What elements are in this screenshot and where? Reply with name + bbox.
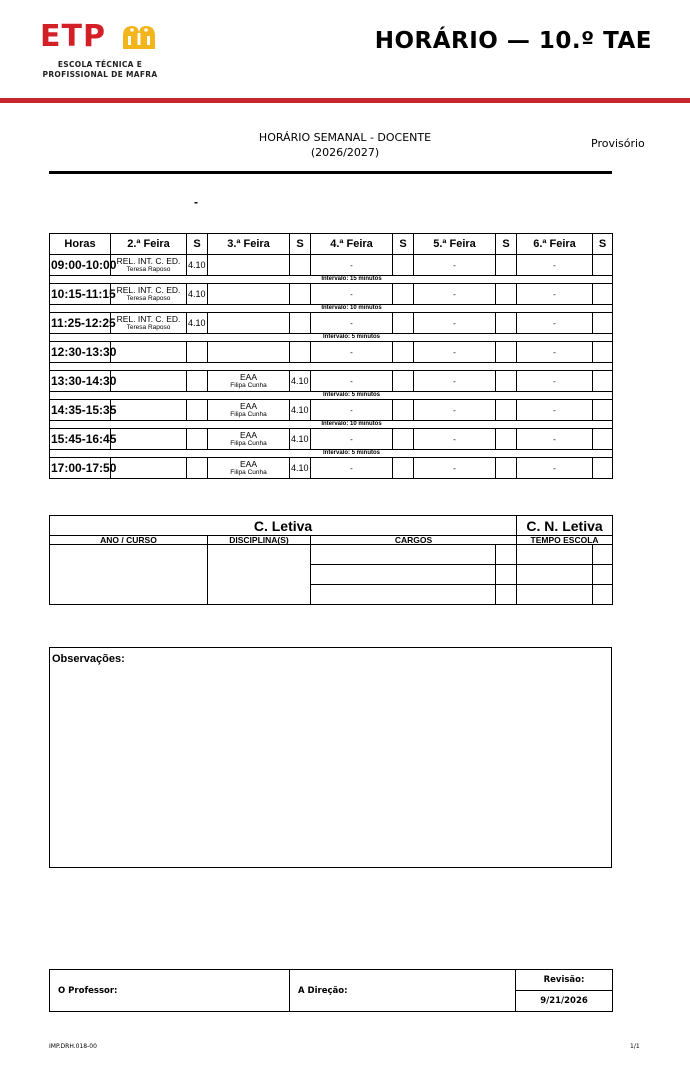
revision-label: Revisão: xyxy=(516,970,613,991)
lesson-cell-thu: - xyxy=(414,284,496,305)
time-slot-label: 12:30-13:30 xyxy=(50,342,111,363)
time-slot-label: 13:30-14:30 xyxy=(50,371,111,392)
room-cell-tue xyxy=(290,255,311,276)
room-cell-wed xyxy=(393,284,414,305)
section-divider xyxy=(49,171,612,174)
interval-row xyxy=(50,305,613,313)
time-slot-label: 15:45-16:45 xyxy=(50,429,111,450)
timetable-row xyxy=(50,371,613,392)
cargo-s-cell xyxy=(496,585,517,605)
lesson-teacher: Teresa Raposo xyxy=(126,265,171,273)
lesson-cell-mon xyxy=(111,371,187,392)
timetable-header-cell: 6.ª Feira xyxy=(517,234,593,255)
tempo-cell xyxy=(517,565,593,585)
time-slot-label: 14:35-15:35 xyxy=(50,400,111,421)
lesson-cell-wed: - xyxy=(311,400,393,421)
time-slot-label: 11:25-12:25 xyxy=(50,313,111,334)
header-divider xyxy=(0,98,690,103)
lesson-teacher: Filipa Cunha xyxy=(230,468,267,476)
room-cell-tue: 4.10 xyxy=(290,429,311,450)
lesson-cell-fri: - xyxy=(517,429,593,450)
interval-spacer xyxy=(393,392,613,400)
room-cell-wed xyxy=(393,313,414,334)
cargo-s-cell xyxy=(496,565,517,585)
interval-label: Intervalo: 10 minutos xyxy=(311,305,393,313)
interval-spacer xyxy=(393,450,613,458)
interval-spacer xyxy=(393,334,613,342)
lesson-cell-mon xyxy=(111,255,187,276)
lesson-cell-fri: - xyxy=(517,284,593,305)
lesson-cell-mon xyxy=(111,458,187,479)
lesson-teacher: Filipa Cunha xyxy=(230,410,267,418)
interval-spacer xyxy=(50,363,311,371)
room-cell-mon xyxy=(187,342,208,363)
lesson-subject: REL. INT. C. ED. xyxy=(116,313,181,324)
lesson-cell-fri: - xyxy=(517,458,593,479)
school-logo xyxy=(40,19,160,82)
room-cell-fri xyxy=(593,342,613,363)
interval-spacer xyxy=(393,421,613,429)
interval-spacer xyxy=(50,450,311,458)
lesson-cell-wed: - xyxy=(311,342,393,363)
time-slot-label: 17:00-17:50 xyxy=(50,458,111,479)
lesson-cell-thu: - xyxy=(414,429,496,450)
logo-wordmark: ETP xyxy=(40,19,106,54)
room-cell-tue: 4.10 xyxy=(290,400,311,421)
room-cell-fri xyxy=(593,429,613,450)
interval-label: Intervalo: 5 minutos xyxy=(311,392,393,400)
col-tempo-escola: TEMPO ESCOLA xyxy=(517,536,613,545)
room-cell-fri xyxy=(593,313,613,334)
room-cell-mon: 4.10 xyxy=(187,255,208,276)
lesson-cell-tue xyxy=(208,342,290,363)
col-ano-curso: ANO / CURSO xyxy=(50,536,208,545)
room-cell-fri xyxy=(593,458,613,479)
timetable-header-cell: S xyxy=(496,234,517,255)
lesson-cell-thu: - xyxy=(414,458,496,479)
letiva-title: C. Letiva xyxy=(50,516,517,536)
room-cell-tue: 4.10 xyxy=(290,458,311,479)
room-cell-tue xyxy=(290,313,311,334)
lesson-teacher: Filipa Cunha xyxy=(230,381,267,389)
timetable-row xyxy=(50,284,613,305)
lesson-subject: REL. INT. C. ED. xyxy=(116,255,181,266)
observations-box xyxy=(49,647,612,868)
interval-spacer xyxy=(393,276,613,284)
interval-label: Intervalo: 5 minutos xyxy=(311,450,393,458)
lesson-cell-fri: - xyxy=(517,313,593,334)
lesson-cell-thu: - xyxy=(414,255,496,276)
lesson-cell-fri: - xyxy=(517,400,593,421)
timetable-row xyxy=(50,255,613,276)
lesson-teacher: Teresa Raposo xyxy=(126,294,171,302)
lesson-cell-tue xyxy=(208,371,290,392)
interval-spacer xyxy=(393,363,613,371)
interval-label: Intervalo: 15 minutos xyxy=(311,276,393,284)
lesson-cell-thu: - xyxy=(414,313,496,334)
tempo-cell xyxy=(517,585,593,605)
interval-row xyxy=(50,392,613,400)
lesson-cell-mon xyxy=(111,429,187,450)
room-cell-thu xyxy=(496,458,517,479)
tempo-cell xyxy=(517,545,593,565)
lesson-cell-fri: - xyxy=(517,371,593,392)
timetable-header-cell: S xyxy=(593,234,613,255)
lesson-subject: EAA xyxy=(239,458,257,469)
timetable-row xyxy=(50,429,613,450)
palace-icon xyxy=(122,24,156,50)
lesson-cell-wed: - xyxy=(311,255,393,276)
room-cell-wed xyxy=(393,371,414,392)
lesson-cell-tue xyxy=(208,458,290,479)
timetable-header-cell: 3.ª Feira xyxy=(208,234,290,255)
lesson-subject: EAA xyxy=(239,400,257,411)
room-cell-thu xyxy=(496,313,517,334)
room-cell-mon xyxy=(187,429,208,450)
lesson-cell-mon xyxy=(111,342,187,363)
timetable-row xyxy=(50,342,613,363)
interval-label: Intervalo: 5 minutos xyxy=(311,334,393,342)
lesson-cell-wed: - xyxy=(311,429,393,450)
lesson-cell-wed: - xyxy=(311,313,393,334)
observations-label: Observações: xyxy=(52,653,125,665)
room-cell-mon: 4.10 xyxy=(187,313,208,334)
timetable-header-cell: Horas xyxy=(50,234,111,255)
room-cell-fri xyxy=(593,400,613,421)
room-cell-tue xyxy=(290,342,311,363)
room-cell-thu xyxy=(496,255,517,276)
school-year: (2026/2027) xyxy=(310,146,380,159)
lesson-cell-mon xyxy=(111,284,187,305)
timetable-header-row xyxy=(50,234,613,255)
lesson-cell-fri: - xyxy=(517,255,593,276)
timetable-header-cell: 5.ª Feira xyxy=(414,234,496,255)
form-code: IMP.DRH.018-00 xyxy=(49,1043,97,1050)
room-cell-mon: 4.10 xyxy=(187,284,208,305)
schedule-type: HORÁRIO SEMANAL - DOCENTE xyxy=(258,131,432,144)
col-disciplinas: DISCIPLINA(S) xyxy=(208,536,311,545)
direcao-signature: A Direção: xyxy=(290,970,516,1012)
lesson-cell-tue xyxy=(208,313,290,334)
room-cell-tue: 4.10 xyxy=(290,371,311,392)
lesson-cell-thu: - xyxy=(414,371,496,392)
lesson-subject: EAA xyxy=(239,429,257,440)
timetable-header-cell: 4.ª Feira xyxy=(311,234,393,255)
cargo-cell xyxy=(311,545,496,565)
cargo-cell xyxy=(311,565,496,585)
lesson-cell-thu: - xyxy=(414,342,496,363)
lesson-subject: EAA xyxy=(239,371,257,382)
lesson-cell-mon xyxy=(111,313,187,334)
cargo-cell xyxy=(311,585,496,605)
timetable-row xyxy=(50,458,613,479)
tempo-s-cell xyxy=(593,585,613,605)
logo-caption-line2: PROFISSIONAL DE MAFRA xyxy=(42,70,158,79)
lesson-cell-tue xyxy=(208,400,290,421)
room-cell-thu xyxy=(496,400,517,421)
lesson-cell-tue xyxy=(208,429,290,450)
interval-row xyxy=(50,421,613,429)
interval-row xyxy=(50,276,613,284)
status-label: Provisório xyxy=(591,137,645,150)
interval-label xyxy=(311,363,393,371)
timetable-header-cell: S xyxy=(393,234,414,255)
interval-row xyxy=(50,450,613,458)
interval-row xyxy=(50,363,613,371)
lesson-cell-wed: - xyxy=(311,458,393,479)
interval-spacer xyxy=(50,421,311,429)
lesson-cell-tue xyxy=(208,284,290,305)
teacher-name-placeholder: - xyxy=(194,195,198,209)
timetable-header-cell: S xyxy=(187,234,208,255)
room-cell-tue xyxy=(290,284,311,305)
weekly-timetable xyxy=(49,233,613,479)
col-cargos: CARGOS xyxy=(311,536,517,545)
lesson-cell-tue xyxy=(208,255,290,276)
room-cell-thu xyxy=(496,371,517,392)
page-number: 1/1 xyxy=(630,1043,640,1050)
interval-spacer xyxy=(393,305,613,313)
room-cell-mon xyxy=(187,371,208,392)
signature-table xyxy=(49,969,613,1012)
room-cell-fri xyxy=(593,371,613,392)
timetable-row xyxy=(50,400,613,421)
ano-curso-cell xyxy=(50,545,208,605)
timetable-header-cell: S xyxy=(290,234,311,255)
interval-spacer xyxy=(50,334,311,342)
lesson-teacher: Filipa Cunha xyxy=(230,439,267,447)
room-cell-wed xyxy=(393,342,414,363)
room-cell-wed xyxy=(393,255,414,276)
room-cell-fri xyxy=(593,284,613,305)
professor-signature: O Professor: xyxy=(50,970,290,1012)
timetable-header-cell: 2.ª Feira xyxy=(111,234,187,255)
nao-letiva-title: C. N. Letiva xyxy=(517,516,613,536)
lesson-cell-wed: - xyxy=(311,371,393,392)
revision-date: 9/21/2026 xyxy=(516,991,613,1012)
room-cell-wed xyxy=(393,458,414,479)
workload-table xyxy=(49,515,613,605)
lesson-cell-mon xyxy=(111,400,187,421)
time-slot-label: 10:15-11:15 xyxy=(50,284,111,305)
interval-spacer xyxy=(50,392,311,400)
room-cell-wed xyxy=(393,429,414,450)
interval-row xyxy=(50,334,613,342)
room-cell-mon xyxy=(187,458,208,479)
interval-spacer xyxy=(50,305,311,313)
tempo-s-cell xyxy=(593,545,613,565)
lesson-cell-thu: - xyxy=(414,400,496,421)
room-cell-thu xyxy=(496,429,517,450)
disciplinas-cell xyxy=(208,545,311,605)
interval-spacer xyxy=(50,276,311,284)
logo-caption-line1: ESCOLA TÉCNICA E xyxy=(57,60,143,69)
document-title: HORÁRIO — 10.º TAE xyxy=(374,28,652,54)
room-cell-thu xyxy=(496,284,517,305)
lesson-subject: REL. INT. C. ED. xyxy=(116,284,181,295)
room-cell-wed xyxy=(393,400,414,421)
lesson-teacher: Teresa Raposo xyxy=(126,323,171,331)
room-cell-mon xyxy=(187,400,208,421)
interval-label: Intervalo: 10 minutos xyxy=(311,421,393,429)
time-slot-label: 09:00-10:00 xyxy=(50,255,111,276)
cargo-s-cell xyxy=(496,545,517,565)
lesson-cell-fri: - xyxy=(517,342,593,363)
timetable-row xyxy=(50,313,613,334)
lesson-cell-wed: - xyxy=(311,284,393,305)
tempo-s-cell xyxy=(593,565,613,585)
room-cell-fri xyxy=(593,255,613,276)
room-cell-thu xyxy=(496,342,517,363)
